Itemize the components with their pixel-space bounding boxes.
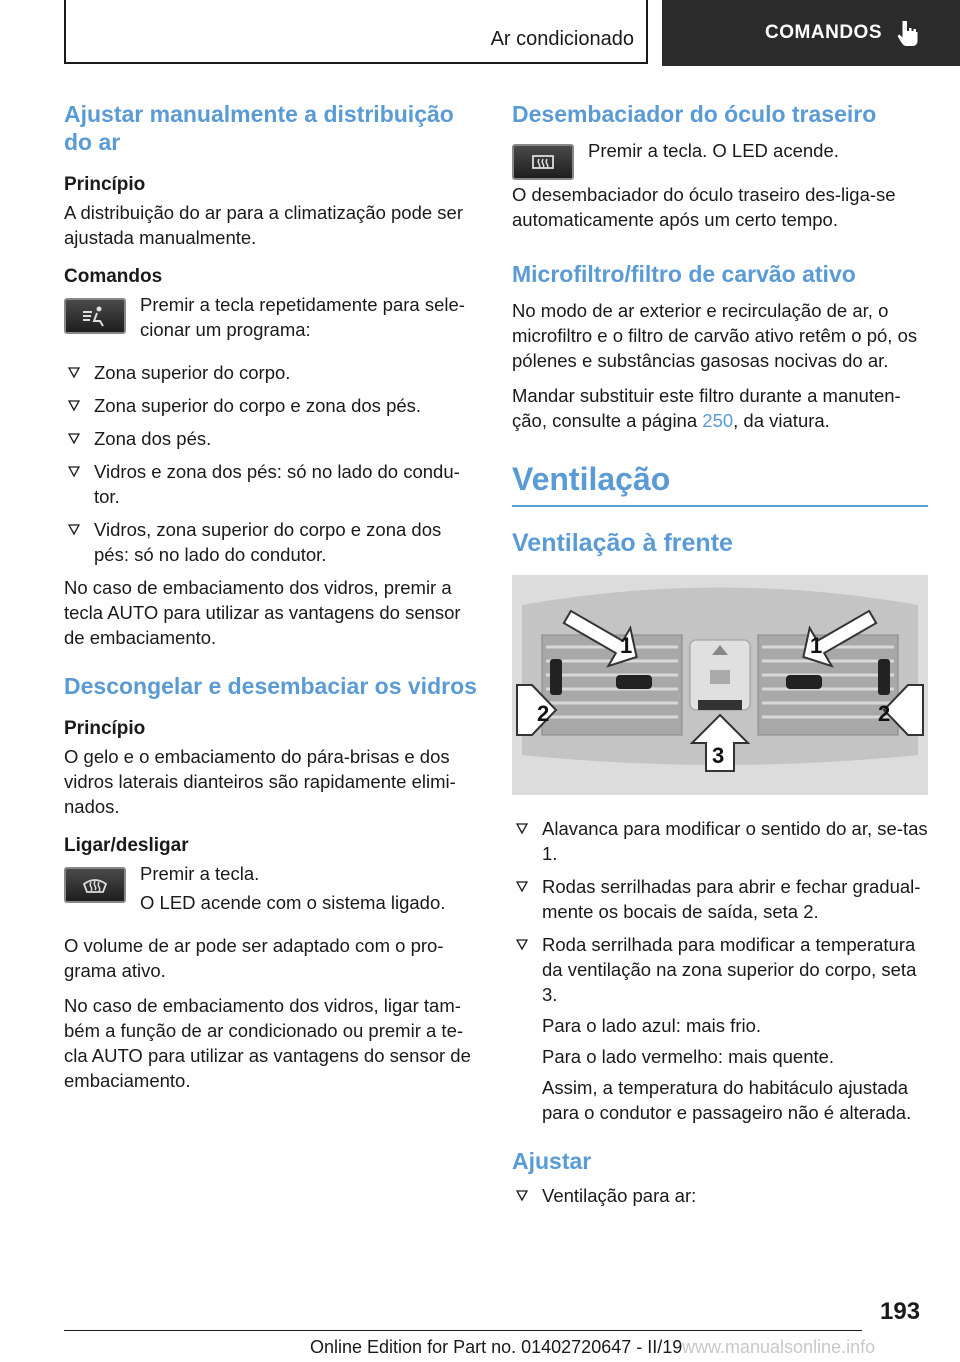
triangle-bullet-icon <box>68 433 80 445</box>
list-item: Alavanca para modificar o sentido do ar, se-tas 1. <box>512 816 928 866</box>
heading-air-distribution: Ajustar manualmente a distribuição do ar <box>64 101 454 155</box>
watermark-text: www.manualsonline.info <box>682 1337 876 1357</box>
list-item: Vidros e zona dos pés: só no lado do condu-tor. <box>64 459 480 509</box>
page-number: 193 <box>880 1298 921 1325</box>
header-bar <box>64 0 648 64</box>
paragraph-fog-auto: No caso de embaciamento dos vidros, premir a tecla AUTO para utilizar as vantagens do sensor de embaciamento. <box>64 577 461 648</box>
paragraph-principle-2: O gelo e o embaciamento do pára-brisas e dos vidros laterais dianteiros são rapidamente elimi-nados. <box>64 746 456 817</box>
arrow-label-3: 3 <box>712 743 725 768</box>
chapter-title: COMANDOS <box>765 22 882 43</box>
section-title: Ar condicionado <box>490 28 634 50</box>
label-on-off: Ligar/desligar <box>64 835 189 856</box>
list-item: Zona superior do corpo e zona dos pés. <box>64 393 480 418</box>
label-principle-2: Princípio <box>64 718 146 739</box>
windshield-defrost-icon <box>81 874 109 896</box>
list-item: Ventilação para ar: <box>512 1183 928 1208</box>
arrow-label-1-left: 1 <box>620 633 633 658</box>
heading-defrost: Descongelar e desembaciar os vidros <box>64 673 477 699</box>
triangle-bullet-icon <box>516 939 528 951</box>
heading-rule <box>512 505 928 507</box>
paragraph-press-key: Premir a tecla. <box>140 863 260 884</box>
controls-row <box>64 292 480 346</box>
rear-defrost-button-image <box>512 144 574 180</box>
triangle-bullet-icon <box>516 1190 528 1202</box>
right-column <box>512 100 928 1216</box>
triangle-bullet-icon <box>68 524 80 536</box>
windshield-defrost-button-image <box>64 867 126 903</box>
heading-filter: Microfiltro/filtro de carvão ativo <box>512 261 856 287</box>
heading-rear-defrost: Desembaciador do óculo traseiro <box>512 101 877 127</box>
edition-text: Online Edition for Part no. 01402720647 - II/19 <box>310 1337 683 1357</box>
page-link[interactable]: 250 <box>702 410 734 431</box>
chapter-tab <box>662 0 960 66</box>
triangle-bullet-icon <box>68 466 80 478</box>
arrow-label-1-right: 1 <box>810 633 823 658</box>
defrost-row <box>64 861 480 919</box>
air-distribution-icon <box>81 305 109 327</box>
triangle-bullet-icon <box>516 881 528 893</box>
label-controls: Comandos <box>64 266 163 287</box>
sub-paragraph: Para o lado vermelho: mais quente. <box>542 1046 835 1067</box>
paragraph-rear-auto-off: O desembaciador do óculo traseiro des-liga-se automaticamente após um certo tempo. <box>512 184 896 230</box>
heading-adjust: Ajustar <box>512 1148 592 1174</box>
paragraph-filter-1: No modo de ar exterior e recirculação de ar, o microfiltro e o filtro de carvão ativo retêm o pó, os pólenes e substâncias gasosas nocivas do ar. <box>512 300 918 371</box>
list-item: Vidros, zona superior do corpo e zona dos pés: só no lado do condutor. <box>64 517 480 567</box>
paragraph-controls: Premir a tecla repetidamente para sele-cionar um programa: <box>140 294 465 340</box>
footer-rule <box>64 1330 862 1331</box>
paragraph-led-on: O LED acende com o sistema ligado. <box>140 892 446 913</box>
list-item: Roda serrilhada para modificar a temperatura da ventilação na zona superior do corpo, seta 3. Para o lado azul: mais frio. Para o lado vermelho: mais quente. Assim, a temperatura do habitáculo ajustada para o condutor e passageiro não é alterada. <box>512 932 928 1125</box>
list-item: Zona dos pés. <box>64 426 480 451</box>
sub-paragraph: Assim, a temperatura do habitáculo ajustada para o condutor e passageiro não é alterada. <box>542 1077 912 1123</box>
list-item: Rodas serrilhadas para abrir e fechar gradual-mente os bocais de saída, seta 2. <box>512 874 928 924</box>
arrow-label-2-left: 2 <box>537 701 550 726</box>
sub-paragraph: Para o lado azul: mais frio. <box>542 1015 762 1036</box>
heading-front-ventilation: Ventilação à frente <box>512 529 733 557</box>
heading-ventilation: Ventilação <box>512 461 671 497</box>
arrow-label-2-right: 2 <box>878 701 891 726</box>
left-column <box>64 100 480 1103</box>
paragraph-volume: O volume de ar pode ser adaptado com o pro-grama ativo. <box>64 935 444 981</box>
list-item: Zona superior do corpo. <box>64 360 480 385</box>
hand-pointer-icon <box>896 19 920 47</box>
air-distribution-button-image <box>64 298 126 334</box>
front-vent-photo <box>512 575 928 795</box>
triangle-bullet-icon <box>68 367 80 379</box>
triangle-bullet-icon <box>516 823 528 835</box>
rear-defrost-row <box>512 138 928 180</box>
paragraph-principle: A distribuição do ar para a climatização pode ser ajustada manualmente. <box>64 202 463 248</box>
rear-window-defrost-icon <box>529 151 557 173</box>
program-list <box>64 360 480 567</box>
triangle-bullet-icon <box>68 400 80 412</box>
adjust-list <box>512 1183 928 1208</box>
paragraph-filter-2: Mandar substituir este filtro durante a manuten-ção, consulte a página 250, da viatura. <box>512 385 901 431</box>
paragraph-rear-press: Premir a tecla. O LED acende. <box>588 140 839 161</box>
vent-list <box>512 816 928 1125</box>
paragraph-fog-ac: No caso de embaciamento dos vidros, ligar tam-bém a função de ar condicionado ou premir a te-cla AUTO para utilizar as vantagens do sensor de embaciamento. <box>64 995 471 1091</box>
label-principle: Princípio <box>64 174 146 195</box>
